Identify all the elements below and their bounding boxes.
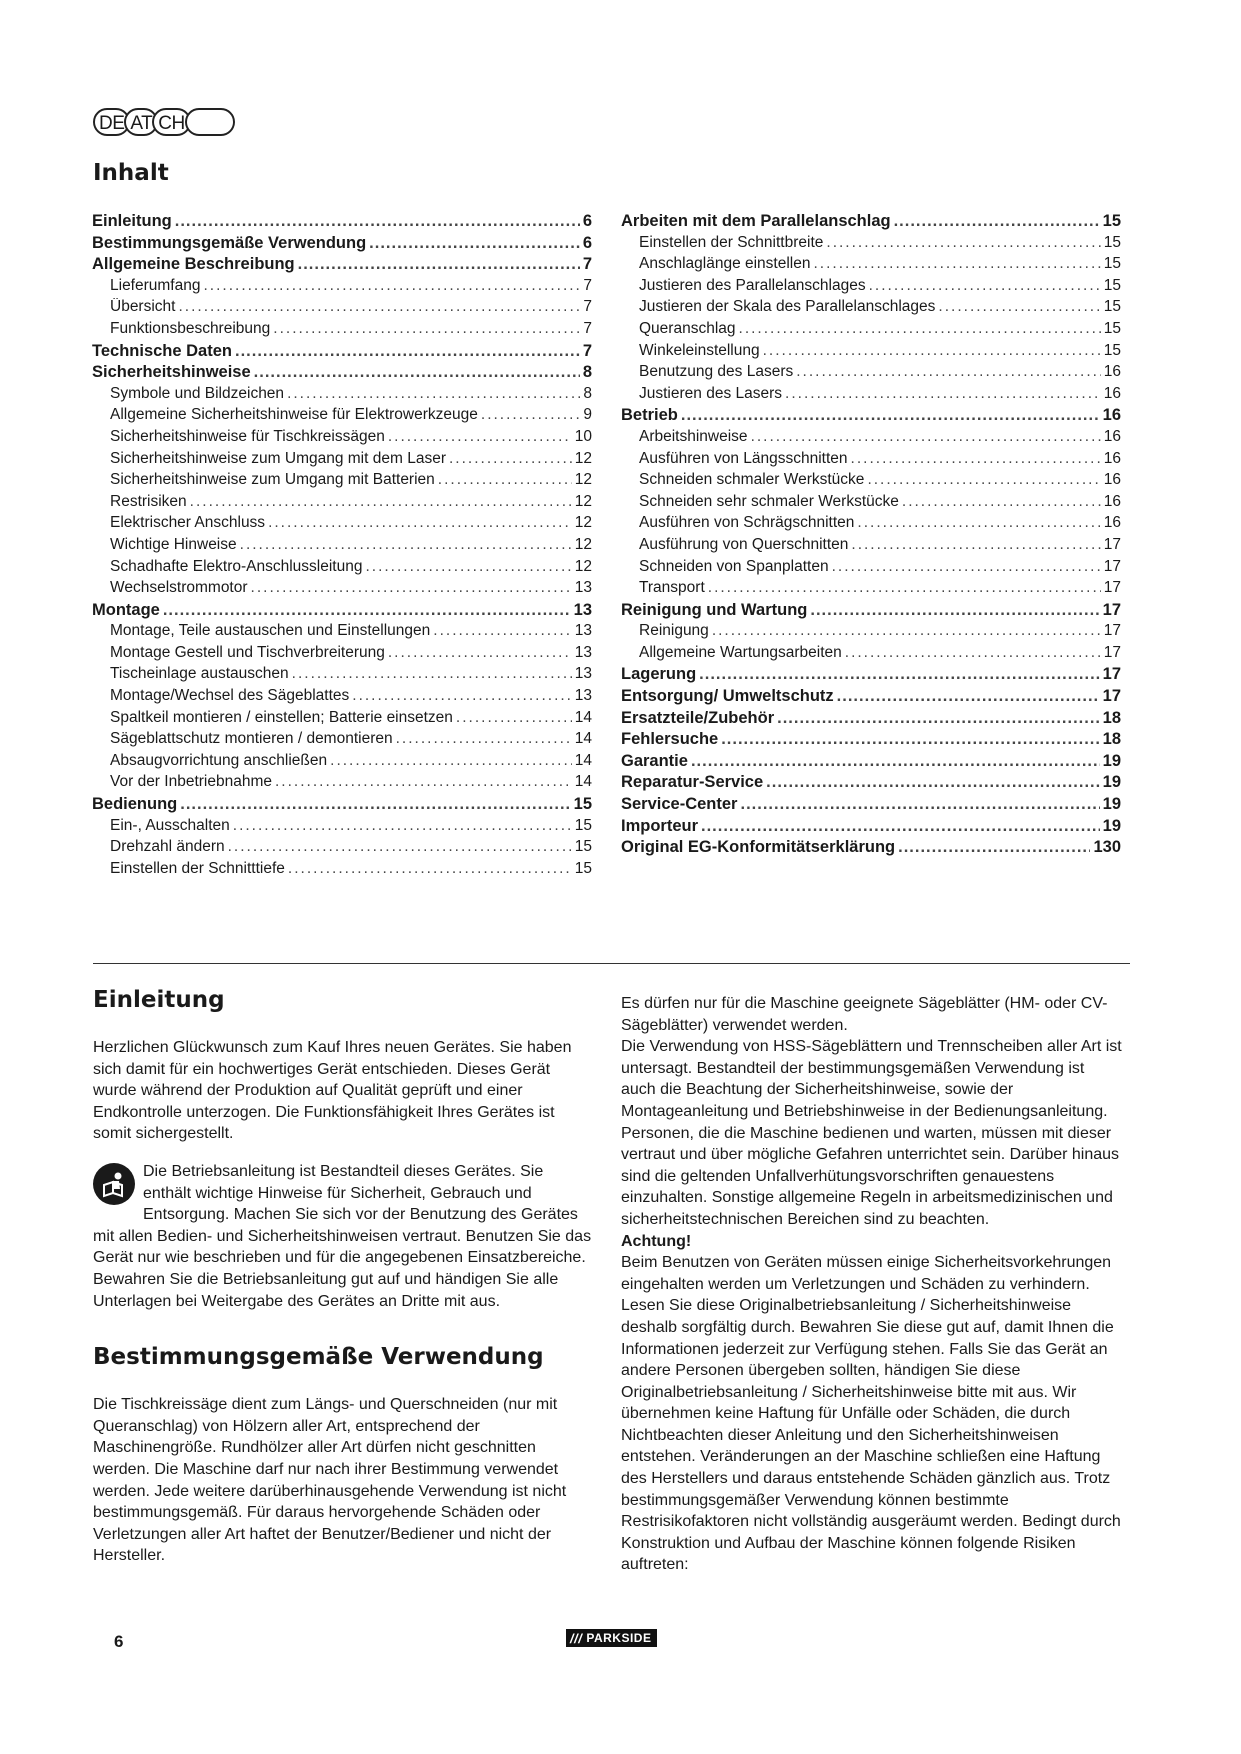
toc-entry (92, 558, 592, 580)
toc-entry (92, 838, 592, 860)
toc-entry (92, 709, 592, 731)
toc-leader-dots (837, 687, 1100, 706)
toc-entry-label: Montage (92, 600, 160, 619)
toc-entry-page: 13 (574, 687, 592, 705)
toc-leader-dots (365, 558, 571, 576)
toc-entry (621, 730, 1121, 752)
toc-entry-label: Sicherheitshinweise zum Umgang mit dem Laser (110, 449, 446, 467)
toc-leader-dots (832, 558, 1101, 576)
toc-entry-label: Justieren der Skala des Parallelanschlages (639, 298, 936, 316)
manual-notice (93, 1161, 595, 1312)
toc-entry-page: 7 (583, 319, 592, 337)
toc-leader-dots (851, 536, 1100, 554)
toc-leader-dots (180, 795, 570, 814)
toc-entry (92, 536, 592, 558)
toc-leader-dots (763, 342, 1101, 360)
toc-entry-label: Restrisiken (110, 492, 187, 510)
toc-entry (621, 795, 1121, 817)
toc-entry-label: Allgemeine Beschreibung (92, 255, 295, 274)
toc-leader-dots (699, 665, 1099, 684)
toc-entry (92, 579, 592, 601)
toc-entry (92, 234, 592, 256)
toc-leader-dots (275, 773, 572, 791)
toc-leader-dots (175, 212, 580, 231)
toc-entry-page: 6 (582, 212, 592, 230)
toc-entry-page: 6 (582, 233, 592, 252)
toc-entry-page: 13 (573, 600, 592, 619)
toc-leader-dots (691, 752, 1100, 771)
toc-entry (621, 493, 1121, 515)
toc-entry-page: 15 (573, 795, 592, 814)
country-blank (185, 108, 235, 136)
toc-entry-page: 12 (574, 535, 592, 553)
toc-entry-label: Ein-, Ausschalten (110, 816, 230, 834)
toc-entry (92, 514, 592, 536)
verwendung-heading: Bestimmungsgemäße Verwendung (93, 1344, 544, 1371)
toc-entry (621, 536, 1121, 558)
toc-entry-label: Vor der Inbetriebnahme (110, 773, 272, 791)
toc-entry (621, 320, 1121, 342)
toc-entry-page: 16 (1103, 449, 1121, 467)
toc-entry-label: Reparatur-Service (621, 773, 764, 792)
toc-leader-dots (298, 255, 580, 274)
read-manual-icon (93, 1163, 135, 1205)
toc-leader-dots (287, 385, 580, 403)
toc-right-column (621, 212, 1121, 860)
toc-entry (621, 622, 1121, 644)
toc-entry-label: Fehlersuche (621, 730, 719, 749)
toc-entry (621, 342, 1121, 364)
toc-entry-page: 19 (1102, 751, 1121, 770)
toc-leader-dots (203, 277, 580, 295)
toc-leader-dots (481, 406, 580, 424)
toc-entry (621, 644, 1121, 666)
toc-entry-label: Winkeleinstellung (639, 341, 760, 359)
toc-entry (621, 298, 1121, 320)
toc-entry-label: Schneiden sehr schmaler Werkstücke (639, 492, 899, 510)
toc-entry (621, 752, 1121, 774)
toc-entry-page: 8 (583, 384, 592, 402)
toc-leader-dots (433, 622, 571, 640)
toc-entry-label: Betrieb (621, 406, 678, 425)
toc-entry (621, 385, 1121, 407)
toc-entry-label: Benutzung des Lasers (639, 363, 794, 381)
toc-entry-label: Justieren des Lasers (639, 384, 783, 402)
toc-entry-page: 15 (574, 859, 592, 877)
toc-entry-page: 14 (574, 773, 592, 791)
brand-name: PARKSIDE (586, 1631, 652, 1645)
toc-entry (92, 622, 592, 644)
toc-entry-page: 14 (574, 730, 592, 748)
toc-entry-label: Arbeiten mit dem Parallelanschlag (621, 212, 891, 230)
toc-entry (92, 644, 592, 666)
toc-entry-label: Sicherheitshinweise zum Umgang mit Batterien (110, 471, 435, 489)
toc-entry (92, 406, 592, 428)
toc-entry (621, 579, 1121, 601)
toc-entry-label: Ausführen von Längsschnitten (639, 449, 848, 467)
toc-entry-label: Einleitung (92, 212, 172, 230)
hss-paragraph: Die Verwendung von HSS-Sägeblättern und Trennscheiben aller Art ist untersagt. Bestandteil der bestimmungsgemäßen Verwendung ist auch die Beachtung der Sicherheitshinweise, sowie der Montageanleitung und Betriebshinweise in der Bedienungsanleitung. Personen, die die Maschine bedienen und warten, müssen mit dieser vertraut und über mögliche Gefahren unterrichtet sein. Darüber hinaus sind die geltenden Unfallverhütungsvorschriften genauestens einzuhalten. Sonstige allgemeine Regeln in arbeitsmedizinischen und sicherheitstechnischen Bereichen sind zu beachten. (621, 1038, 1122, 1228)
toc-leader-dots (163, 601, 571, 620)
toc-entry (92, 298, 592, 320)
toc-entry-label: Allgemeine Sicherheitshinweise für Elektrowerkzeuge (110, 406, 478, 424)
right-text-column (621, 993, 1123, 1576)
toc-entry-label: Einstellen der Schnitttiefe (110, 859, 285, 877)
toc-entry (621, 817, 1121, 839)
toc-entry-label: Schneiden von Spanplatten (639, 557, 829, 575)
toc-leader-dots (894, 212, 1100, 231)
toc-entry (92, 665, 592, 687)
toc-entry-label: Elektrischer Anschluss (110, 514, 266, 532)
toc-entry-label: Schneiden schmaler Werkstücke (639, 471, 865, 489)
toc-entry (621, 428, 1121, 450)
einleitung-heading: Einleitung (93, 987, 225, 1013)
toc-entry-label: Funktionsbeschreibung (110, 319, 271, 337)
saegeblaetter-paragraph: Es dürfen nur für die Maschine geeignete Sägeblätter (HM- oder CV-Sägeblätter) verwendet werden. (621, 995, 1108, 1034)
toc-leader-dots (796, 363, 1101, 381)
toc-entry-page: 12 (574, 471, 592, 489)
toc-leader-dots (240, 536, 572, 554)
country-de: DE (93, 108, 130, 136)
toc-entry-page: 19 (1102, 773, 1121, 792)
toc-entry (621, 558, 1121, 580)
toc-leader-dots (388, 644, 572, 662)
toc-entry-label: Sicherheitshinweise (92, 363, 251, 382)
toc-leader-dots (449, 450, 572, 468)
toc-leader-dots (785, 385, 1101, 403)
toc-entry (621, 838, 1121, 860)
toc-leader-dots (456, 709, 572, 727)
toc-entry (92, 428, 592, 450)
toc-entry-label: Lagerung (621, 665, 697, 684)
toc-entry (621, 234, 1121, 256)
toc-entry-page: 14 (574, 751, 592, 769)
toc-entry-label: Reinigung und Wartung (621, 600, 808, 619)
toc-entry-page: 17 (1103, 643, 1121, 661)
toc-entry-page: 17 (1102, 687, 1121, 706)
toc-left-column (92, 212, 592, 881)
toc-entry (92, 752, 592, 774)
toc-entry-page: 7 (582, 255, 592, 274)
toc-leader-dots (867, 471, 1100, 489)
toc-leader-dots (396, 730, 572, 748)
toc-entry (621, 687, 1121, 709)
toc-entry (92, 730, 592, 752)
toc-leader-dots (178, 298, 580, 316)
toc-leader-dots (681, 406, 1100, 425)
toc-entry (92, 795, 592, 817)
toc-leader-dots (740, 795, 1099, 814)
toc-entry-label: Wechselstrommotor (110, 579, 248, 597)
toc-leader-dots (708, 579, 1101, 597)
toc-entry (92, 817, 592, 839)
toc-entry-page: 7 (583, 298, 592, 316)
toc-entry-label: Justieren des Parallelanschlages (639, 276, 866, 294)
toc-leader-dots (268, 514, 572, 532)
toc-leader-dots (352, 687, 571, 705)
toc-leader-dots (369, 234, 580, 253)
toc-entry-label: Lieferumfang (110, 276, 201, 294)
toc-entry-page: 16 (1103, 427, 1121, 445)
toc-leader-dots (857, 514, 1100, 532)
toc-entry-label: Schadhafte Elektro-Anschlussleitung (110, 557, 363, 575)
toc-entry (92, 687, 592, 709)
toc-entry-page: 15 (1103, 319, 1121, 337)
parkside-logo (566, 1629, 657, 1647)
toc-leader-dots (766, 773, 1099, 792)
toc-leader-dots (292, 665, 572, 683)
toc-entry-page: 14 (574, 708, 592, 726)
toc-entry (621, 212, 1121, 234)
toc-entry-page: 12 (574, 514, 592, 532)
toc-leader-dots (938, 298, 1100, 316)
toc-leader-dots (810, 601, 1099, 620)
toc-entry-label: Queranschlag (639, 319, 736, 337)
toc-entry-label: Importeur (621, 816, 699, 835)
toc-entry-label: Anschlaglänge einstellen (639, 255, 811, 273)
toc-leader-dots (751, 428, 1101, 446)
toc-leader-dots (721, 730, 1099, 749)
toc-leader-dots (739, 320, 1101, 338)
toc-entry-label: Montage, Teile austauschen und Einstellungen (110, 622, 431, 640)
toc-entry-label: Wichtige Hinweise (110, 535, 237, 553)
country-badge (93, 108, 229, 136)
toc-leader-dots (233, 817, 572, 835)
toc-leader-dots (813, 255, 1100, 273)
toc-leader-dots (898, 838, 1090, 857)
toc-entry-page: 13 (574, 643, 592, 661)
toc-entry-label: Übersicht (110, 298, 176, 316)
country-ch: CH (152, 108, 190, 136)
toc-entry-label: Bestimmungsgemäße Verwendung (92, 233, 367, 252)
toc-entry (621, 277, 1121, 299)
toc-leader-dots (777, 709, 1100, 728)
toc-entry-page: 17 (1103, 622, 1121, 640)
toc-entry-page: 15 (1103, 276, 1121, 294)
toc-entry-page: 19 (1102, 816, 1121, 835)
toc-entry (621, 255, 1121, 277)
toc-entry-page: 16 (1103, 384, 1121, 402)
toc-entry (92, 773, 592, 795)
toc-entry-page: 9 (583, 406, 592, 424)
toc-entry-page: 17 (1103, 535, 1121, 553)
toc-leader-dots (330, 752, 572, 770)
toc-entry-page: 13 (574, 622, 592, 640)
toc-entry-label: Spaltkeil montieren / einstellen; Batterie einsetzen (110, 708, 453, 726)
toc-leader-dots (902, 493, 1101, 511)
toc-entry-page: 17 (1102, 600, 1121, 619)
toc-entry (92, 385, 592, 407)
toc-entry-page: 15 (574, 816, 592, 834)
toc-leader-dots (235, 342, 580, 361)
toc-entry (621, 514, 1121, 536)
toc-entry-page: 19 (1102, 795, 1121, 814)
toc-entry (92, 277, 592, 299)
toc-entry-label: Sägeblattschutz montieren / demontieren (110, 730, 393, 748)
toc-entry-page: 17 (1102, 665, 1121, 684)
toc-leader-dots (701, 817, 1100, 836)
toc-entry-page: 18 (1102, 708, 1121, 727)
toc-leader-dots (869, 277, 1101, 295)
toc-entry-page: 15 (574, 838, 592, 856)
toc-entry-page: 7 (582, 341, 592, 360)
toc-entry (92, 601, 592, 623)
toc-entry-page: 15 (1103, 341, 1121, 359)
toc-entry-page: 8 (582, 363, 592, 382)
page-number: 6 (114, 1632, 124, 1651)
toc-leader-dots (190, 493, 572, 511)
toc-entry-page: 13 (574, 579, 592, 597)
toc-entry-page: 7 (583, 276, 592, 294)
toc-entry-page: 18 (1102, 730, 1121, 749)
toc-leader-dots (438, 471, 572, 489)
toc-entry-page: 10 (574, 427, 592, 445)
toc-entry-page: 16 (1103, 492, 1121, 510)
toc-leader-dots (251, 579, 572, 597)
verwendung-paragraph: Die Tischkreissäge dient zum Längs- und Querschneiden (nur mit Queranschlag) von Hölzern aller Art, entsprechend der Maschinengröße. Rundhölzer aller Art dürfen nicht geschnitten werden. Die Maschine darf nur nach ihrer Bestimmung verwendet werden. Jede weitere darüberhinausgehende Verwendung ist nicht bestimmungsgemäß. Für daraus hervorgehende Schäden oder Verletzungen aller Art haftet der Benutzer/Bediener und nicht der Hersteller. (93, 1396, 567, 1565)
toc-entry (92, 342, 592, 364)
toc-entry-page: 15 (1102, 212, 1121, 230)
toc-entry (92, 860, 592, 882)
toc-leader-dots (845, 644, 1101, 662)
toc-leader-dots (388, 428, 572, 446)
toc-entry-label: Allgemeine Wartungsarbeiten (639, 643, 842, 661)
toc-entry-label: Einstellen der Schnittbreite (639, 233, 824, 251)
einleitung-paragraph: Herzlichen Glückwunsch zum Kauf Ihres neuen Gerätes. Sie haben sich damit für ein hochwertiges Gerät entschieden. Dieses Gerät wurde während der Produktion auf Qualität geprüft und einer Endkontrolle unterzogen. Die Funktionsfähigkeit Ihres Gerätes ist somit sichergestellt. (93, 1039, 572, 1143)
toc-entry-page: 13 (574, 665, 592, 683)
toc-entry-label: Drehzahl ändern (110, 838, 225, 856)
toc-entry-page: 16 (1102, 406, 1121, 425)
toc-entry (621, 601, 1121, 623)
toc-entry-page: 17 (1103, 557, 1121, 575)
toc-entry-label: Ausführen von Schrägschnitten (639, 514, 855, 532)
toc-entry (621, 406, 1121, 428)
toc-leader-dots (712, 622, 1101, 640)
toc-entry-page: 15 (1103, 298, 1121, 316)
toc-entry (621, 363, 1121, 385)
toc-entry (92, 471, 592, 493)
toc-entry-label: Ausführung von Querschnitten (639, 535, 849, 553)
toc-entry-page: 16 (1103, 514, 1121, 532)
country-at: AT (124, 108, 158, 136)
toc-entry-page: 12 (574, 492, 592, 510)
toc-entry (621, 709, 1121, 731)
toc-entry-label: Transport (639, 579, 705, 597)
toc-entry (92, 255, 592, 277)
toc-entry-label: Tischeinlage austauschen (110, 665, 289, 683)
toc-title: Inhalt (93, 160, 169, 186)
toc-entry-label: Montage/Wechsel des Sägeblattes (110, 687, 350, 705)
toc-entry (621, 665, 1121, 687)
toc-entry-label: Technische Daten (92, 341, 232, 360)
toc-entry-label: Service-Center (621, 795, 738, 814)
toc-leader-dots (288, 860, 572, 878)
toc-entry (92, 363, 592, 385)
toc-entry-page: 130 (1093, 838, 1121, 857)
toc-leader-dots (228, 838, 572, 856)
section-divider (93, 963, 1130, 964)
toc-leader-dots (826, 234, 1100, 252)
left-text-column (93, 985, 595, 1567)
toc-leader-dots (851, 450, 1101, 468)
toc-entry-page: 16 (1103, 471, 1121, 489)
toc-entry-page: 16 (1103, 363, 1121, 381)
toc-entry-label: Symbole und Bildzeichen (110, 384, 285, 402)
toc-entry-label: Reinigung (639, 622, 709, 640)
toc-leader-dots (273, 320, 580, 338)
toc-entry-page: 15 (1103, 233, 1121, 251)
toc-entry-label: Montage Gestell und Tischverbreiterung (110, 643, 385, 661)
toc-entry-label: Bedienung (92, 795, 178, 814)
achtung-paragraph: Beim Benutzen von Geräten müssen einige Sicherheitsvorkehrungen eingehalten werden um Verletzungen und Schäden zu verhindern. Lesen Sie diese Originalbetriebsanleitung / Sicherheitshinweise deshalb sorgfältig durch. Bewahren Sie diese gut auf, damit Ihnen die Informationen jederzeit zur Verfügung stehen. Falls Sie das Gerät an andere Personen übergeben sollten, händigen Sie diese Originalbetriebsanleitung / Sicherheitshinweise bitte mit aus. Wir übernehmen keine Haftung für Unfälle oder Schäden, die durch Nichtbeachten dieser Anleitung und den Sicherheitshinweisen entstehen. Veränderungen an der Maschine schließen eine Haftung des Herstellers und daraus entstehende Schäden gänzlich aus. Trotz bestimmungsgemäßer Verwendung können bestimmte Restrisikofaktoren nicht vollständig ausgeräumt werden. Bedingt durch Konstruktion und Aufbau der Maschine können folgende Risiken auftreten: (621, 1254, 1121, 1574)
toc-leader-dots (254, 363, 580, 382)
toc-entry-label: Sicherheitshinweise für Tischkreissägen (110, 427, 385, 445)
brand-slashes: /// (570, 1630, 583, 1646)
toc-entry-label: Original EG-Konformitätserklärung (621, 838, 896, 857)
toc-entry (621, 773, 1121, 795)
achtung-heading: Achtung! (621, 1232, 692, 1250)
toc-entry-page: 15 (1103, 255, 1121, 273)
toc-entry (621, 471, 1121, 493)
toc-entry (92, 212, 592, 234)
toc-entry-label: Arbeitshinweise (639, 427, 748, 445)
toc-entry (92, 320, 592, 342)
toc-entry-label: Entsorgung/ Umweltschutz (621, 687, 834, 706)
toc-entry (92, 450, 592, 472)
toc-entry (92, 493, 592, 515)
toc-entry-label: Garantie (621, 751, 688, 770)
toc-entry (621, 450, 1121, 472)
toc-entry-page: 12 (574, 449, 592, 467)
toc-entry-page: 17 (1103, 579, 1121, 597)
toc-entry-page: 12 (574, 557, 592, 575)
toc-entry-label: Absaugvorrichtung anschließen (110, 751, 328, 769)
toc-entry-label: Ersatzteile/Zubehör (621, 708, 775, 727)
manual-notice-text: Die Betriebsanleitung ist Bestandteil dieses Gerätes. Sie enthält wichtige Hinweise für Sicherheit, Gebrauch und Entsorgung. Machen Sie sich vor der Benutzung des Gerätes mit allen Bedien- und Sicherheitshinweisen vertraut. Benutzen Sie das Gerät nur wie beschrieben und für die angegebenen Einsatzbereiche. Bewahren Sie die Betriebsanleitung gut auf und händigen Sie alle Unterlagen bei Weitergabe des Gerätes an Dritte mit aus. (93, 1162, 592, 1310)
